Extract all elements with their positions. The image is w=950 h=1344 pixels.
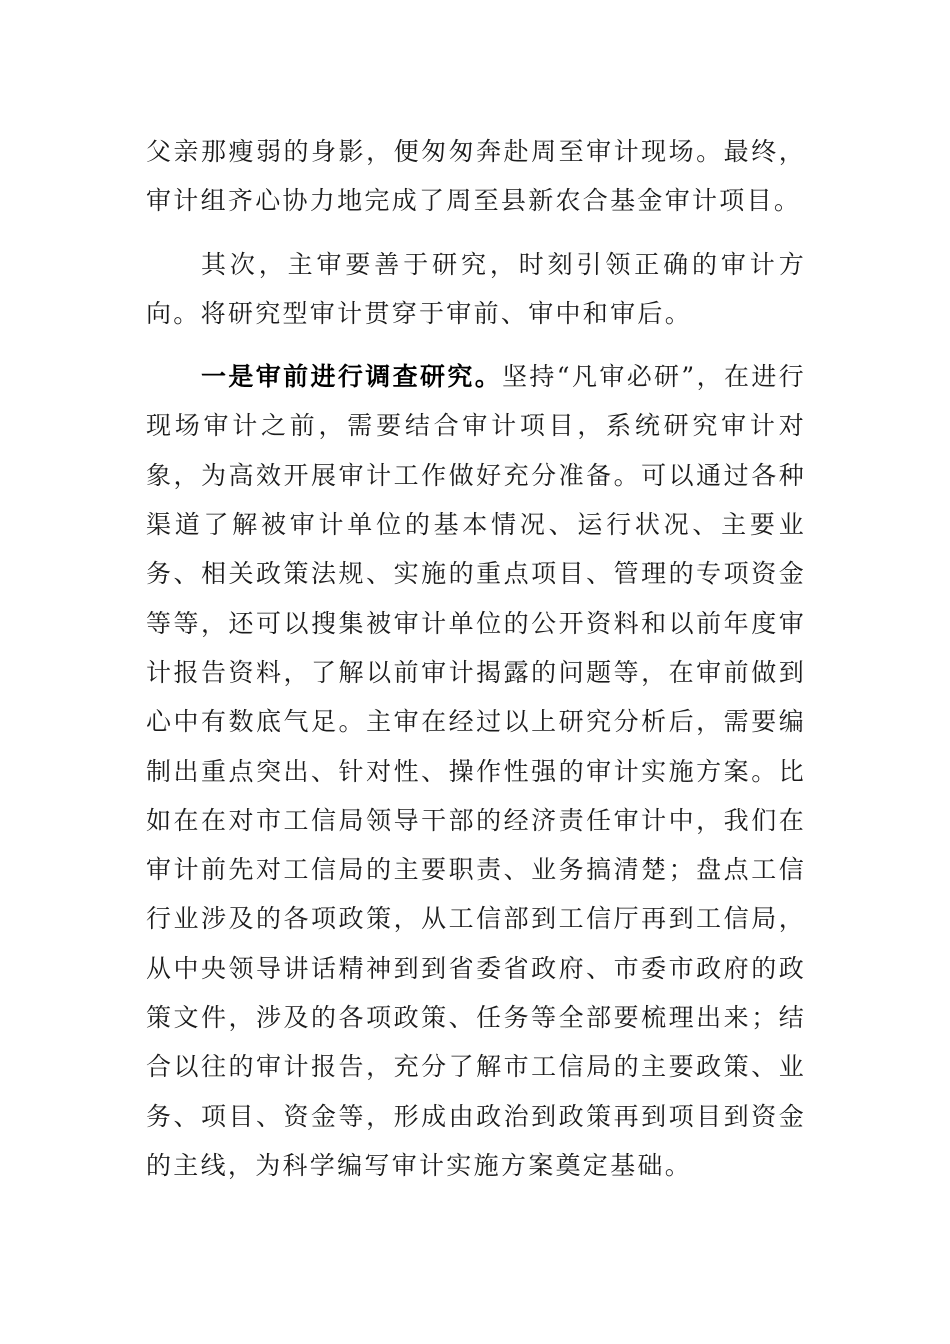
paragraph-3-lead-heading: 一是审前进行调查研究。 (201, 362, 503, 392)
paragraph-2 (146, 240, 806, 339)
paragraph-2-text: 其次，主审要善于研究，时刻引领正确的审计方向。将研究型审计贯穿于审前、审中和审后。 (146, 249, 806, 328)
document-body (146, 127, 806, 1190)
paragraph-1 (146, 127, 806, 226)
paragraph-1-text: 父亲那瘦弱的身影，便匆匆奔赴周至审计现场。最终，审计组齐心协力地完成了周至县新农合基金审计项目。 (146, 137, 806, 216)
paragraph-3 (146, 352, 806, 1190)
paragraph-3-text: 坚持“凡审必研”，在进行现场审计之前，需要结合审计项目，系统研究审计对象，为高效开展审计工作做好充分准备。可以通过各种渠道了解被审计单位的基本情况、运行状况、主要业务、相关政策法规、实施的重点项目、管理的专项资金等等，还可以搜集被审计单位的公开资料和以前年度审计报告资料，了解以前审计揭露的问题等，在审前做到心中有数底气足。主审在经过以上研究分析后，需要编制出重点突出、针对性、操作性强的审计实施方案。比如在在对市工信局领导干部的经济责任审计中，我们在审计前先对工信局的主要职责、业务搞清楚；盘点工信行业涉及的各项政策，从工信部到工信厅再到工信局，从中央领导讲话精神到到省委省政府、市委市政府的政策文件，涉及的各项政策、任务等全部要梳理出来；结合以往的审计报告，充分了解市工信局的主要政策、业务、项目、资金等，形成由政治到政策再到项目到资金的主线，为科学编写审计实施方案奠定基础。 (146, 362, 806, 1180)
